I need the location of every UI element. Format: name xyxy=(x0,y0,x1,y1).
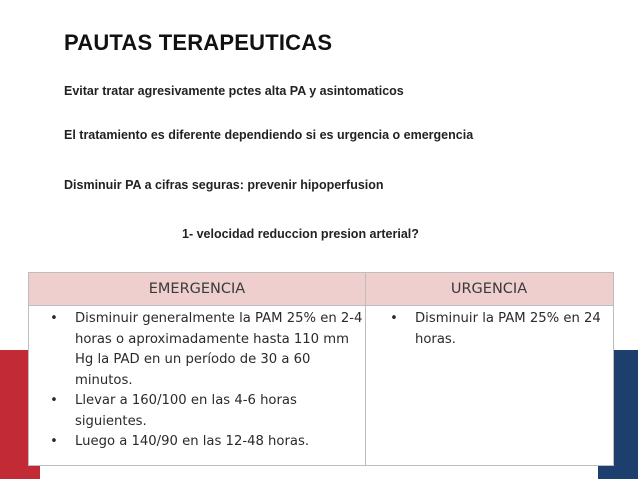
list-item-text: Llevar a 160/100 en las 4-6 horas siguientes. xyxy=(75,393,297,429)
text-line-1: Evitar tratar agresivamente pctes alta PA y asintomaticos xyxy=(64,84,404,98)
bullet-icon: • xyxy=(50,393,58,408)
header-emergencia: EMERGENCIA xyxy=(148,281,246,297)
list-item xyxy=(47,391,365,432)
emergencia-cell xyxy=(47,309,365,453)
question-line: 1- velocidad reduccion presion arterial? xyxy=(182,227,419,241)
column-divider xyxy=(365,273,366,465)
list-item xyxy=(387,309,607,350)
bullet-icon: • xyxy=(50,311,58,326)
text-line-2: El tratamiento es diferente dependiendo si es urgencia o emergencia xyxy=(64,128,474,142)
slide-title: PAUTAS TERAPEUTICAS xyxy=(64,30,333,55)
header-urgencia: URGENCIA xyxy=(450,281,528,297)
urgencia-cell xyxy=(387,309,607,350)
list-item xyxy=(47,432,365,453)
table-header-row xyxy=(29,273,613,306)
list-item-text: Disminuir generalmente la PAM 25% en 2-4 horas o aproximadamente hasta 110 mm Hg la PAD en un período de 30 a 60 minutos. xyxy=(75,311,363,388)
list-item-text: Luego a 140/90 en las 12-48 horas. xyxy=(75,434,310,449)
text-line-3: Disminuir PA a cifras seguras: prevenir hipoperfusion xyxy=(64,178,384,192)
bullet-icon: • xyxy=(50,434,58,449)
bullet-icon: • xyxy=(390,311,398,326)
comparison-table xyxy=(28,272,614,466)
list-item-text: Disminuir la PAM 25% en 24 horas. xyxy=(415,311,601,347)
list-item xyxy=(47,309,365,391)
